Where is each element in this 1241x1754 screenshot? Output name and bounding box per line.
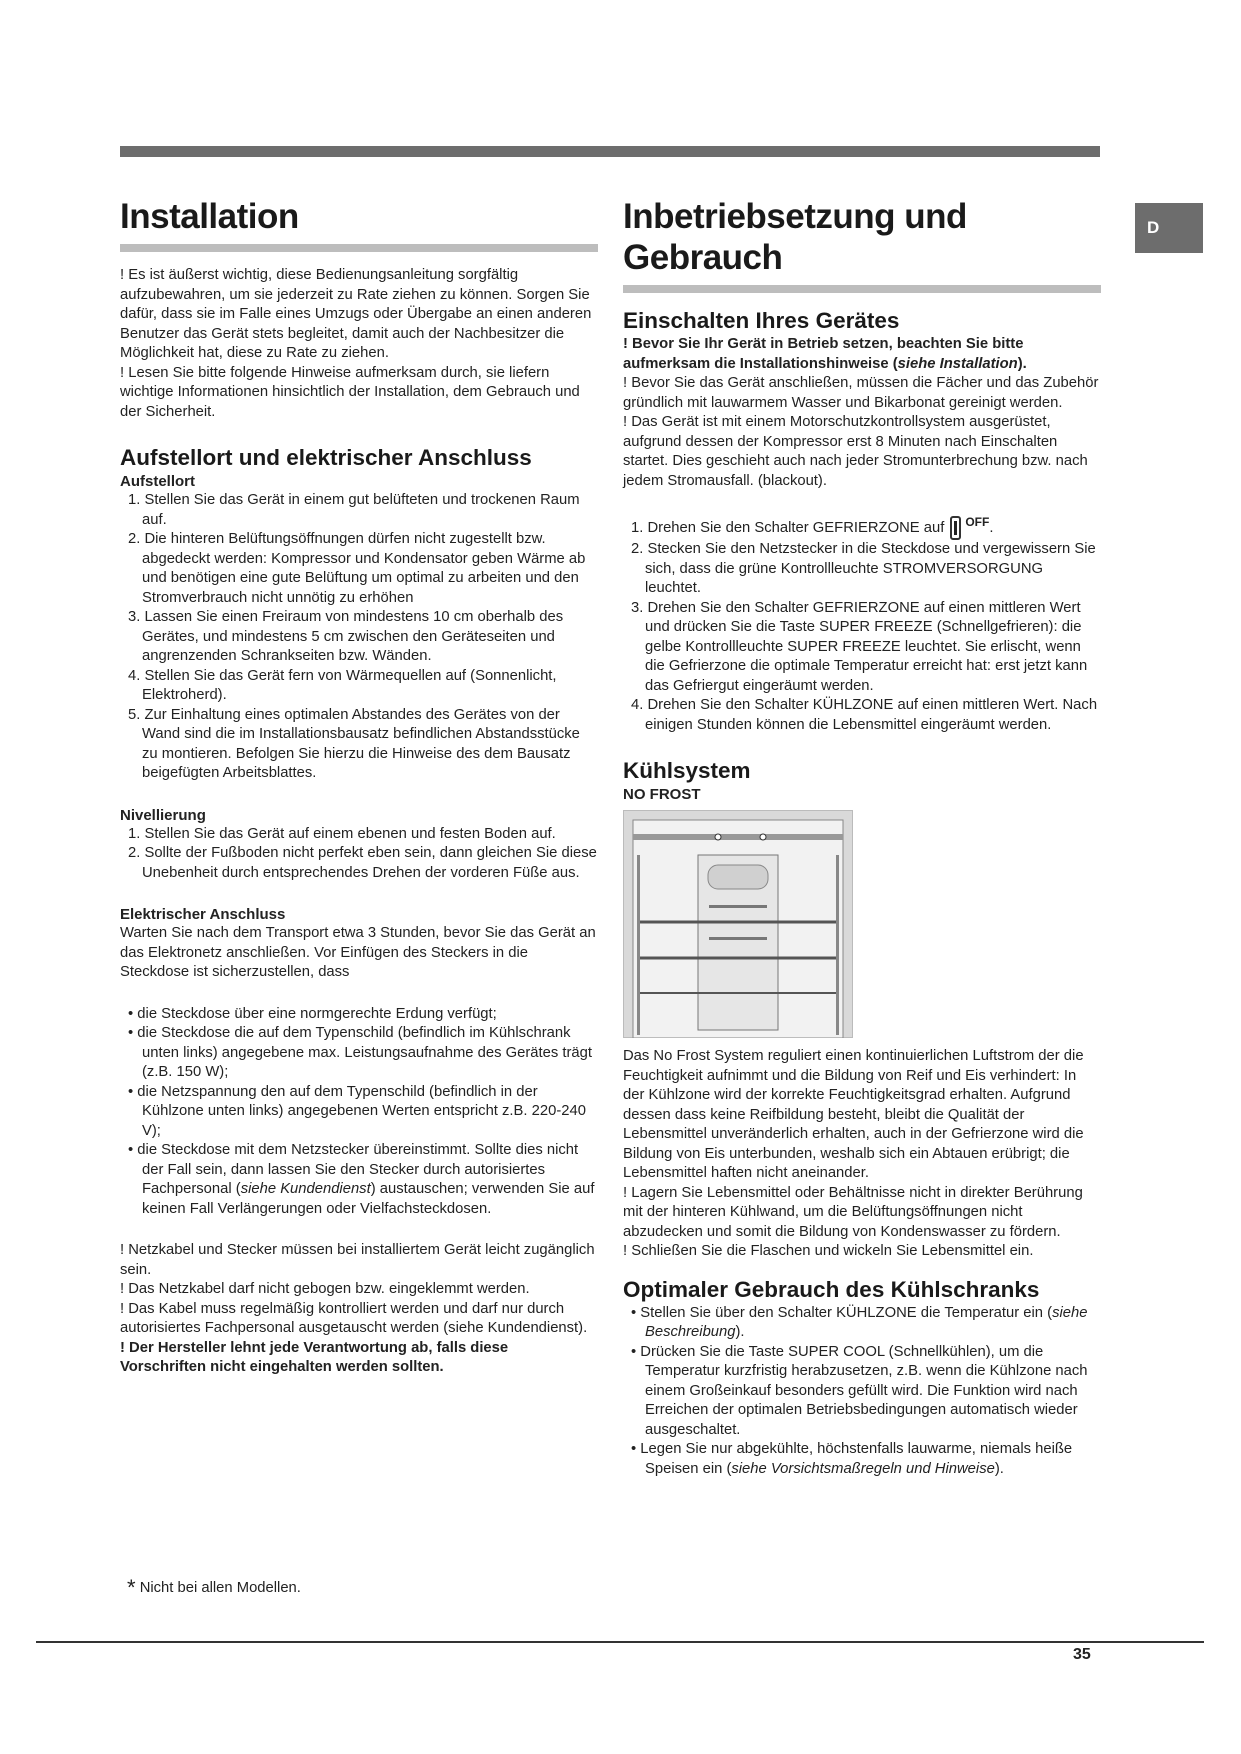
nofrost-warning-2: ! Schließen Sie die Flaschen und wickeln Sie Lebensmittel ein.: [623, 1243, 1034, 1260]
bullet-item: • die Netzspannung den auf dem Typenschild (befindlich in der Kühlzone unten links) angegebenen Werten entspricht z.B. 220-240 V);: [120, 1083, 598, 1142]
inbetriebsetzung-title-line1: Inbetriebsetzung und: [623, 197, 967, 236]
optimaler-gebrauch-bullets: [623, 1304, 1101, 1480]
aufstellort-subtitle: Aufstellort: [120, 473, 195, 490]
fridge-interior-illustration: [623, 810, 853, 1038]
aufstellort-section-title: Aufstellort und elektrischer Anschluss: [120, 445, 532, 470]
asterisk-icon: *: [127, 1575, 136, 1600]
nofrost-label: NO FROST: [623, 786, 701, 804]
list-item: 4. Stellen Sie das Gerät fern von Wärmequellen auf (Sonnenlicht, Elektroherd).: [128, 667, 557, 703]
list-item: 3. Lassen Sie einen Freiraum von mindestens 10 cm oberhalb des Gerätes, und mindestens 5 cm zwischen den Geräteseiten und angrenzenden Schrankseiten bzw. Wänden.: [128, 609, 564, 664]
bullet-item: • Stellen Sie über den Schalter KÜHLZONE die Temperatur ein (siehe Beschreibung).: [623, 1304, 1101, 1343]
bottom-rule: [36, 1641, 1204, 1643]
note-3: ! Das Kabel muss regelmäßig kontrolliert werden und darf nur durch autorisiertes Fachpersonal ausgetauscht werden (siehe Kundendienst).: [120, 1300, 588, 1336]
title-rule: [120, 244, 598, 252]
note-2: ! Das Netzkabel darf nicht gebogen bzw. eingeklemmt werden.: [120, 1281, 530, 1297]
nofrost-warning-1: ! Lagern Sie Lebensmittel oder Behältnisse nicht in direkter Berührung mit der hinteren Kühlwand, um die Belüftungsöffnungen nicht abzudecken und somit die Bildung von Kondenswasser zu fördern.: [623, 1184, 1083, 1240]
list-item: 1. Stellen Sie das Gerät in einem gut belüfteten und trockenen Raum auf.: [128, 492, 580, 528]
list-item: 4. Drehen Sie den Schalter KÜHLZONE auf einen mittleren Wert. Nach einigen Stunden können die Lebensmittel eingeräumt werden.: [631, 697, 1098, 733]
nofrost-paragraph: Das No Frost System reguliert einen kontinuierlichen Luftstrom der die Feuchtigkeit aufnimmt und die Bildung von Reif und Eis verhindert: In der Kühlzone wird der korrekte Feuchtigkeitsgrad erhalten. Aufgrund dessen dass keine Reifbildung besteht, bleibt die Qualität der Lebensmittel unveränderlich erhalten, auch in der Gefrierzone wird die Bildung von Eis unterbunden, weshalb sich ein Abtauen erübrigt; die Lebensmittel haften nicht aneinander.: [623, 1048, 1084, 1182]
top-rule: [120, 146, 1100, 157]
bullet-item: • die Steckdose mit dem Netzstecker übereinstimmt. Sollte dies nicht der Fall sein, dann lassen Sie den Stecker durch autorisiertes Fachpersonal (siehe Kundendienst) austauschen; verwenden Sie auf keinen Fall Verlängerungen oder Vielfachsteckdosen.: [120, 1141, 598, 1219]
intro-paragraph-2: ! Lesen Sie bitte folgende Hinweise aufmerksam durch, sie liefern wichtige Informationen hinsichtlich der Installation, dem Gebrauch und der Sicherheit.: [120, 364, 580, 420]
list-item: 3. Drehen Sie den Schalter GEFRIERZONE auf einen mittleren Wert und drücken Sie die Taste SUPER FREEZE (Schnellgefrieren): die gelbe Kontrollleuchte SUPER FREEZE leuchtet. Sie erlischt, wenn die Gefrierzone die optimale Temperatur erreicht hat: erst jetzt kann das Gefriergut eingeräumt werden.: [631, 599, 1088, 694]
title-rule: [623, 285, 1101, 293]
list-item: 2. Stecken Sie den Netzstecker in die Steckdose und vergewissern Sie sich, dass die grüne Kontrollleuchte STROMVERSORGUNG leuchtet.: [631, 541, 1096, 597]
switch-off-icon: [950, 516, 961, 540]
bullet-item: • Legen Sie nur abgekühlte, höchstenfalls lauwarme, niemals heiße Speisen ein (siehe Vorsichtsmaßregeln und Hinweise).: [623, 1440, 1101, 1479]
aufstellort-list: [120, 491, 598, 784]
off-label: OFF: [965, 515, 990, 529]
list-item: 5. Zur Einhaltung eines optimalen Abstandes des Gerätes von der Wand sind die im Installationsbausatz befindlichen Abstandsstücke zu montieren. Befolgen Sie hierzu die Hinweise des dem Bausatz beigefügten Arbeitsblattes.: [128, 706, 580, 781]
elektrisch-bullets: [120, 1005, 598, 1220]
bullet-item: • die Steckdose die auf dem Typenschild (befindlich im Kühlschrank unten links) angegebene max. Leistungsaufnahme des Gerätes trägt (z.B. 150 W);: [120, 1024, 598, 1083]
language-tab: D: [1135, 203, 1203, 253]
list-item: 2. Die hinteren Belüftungsöffnungen dürfen nicht zugestellt bzw. abgedeckt werden: Kompressor und Kondensator geben Wärme ab und benötigen eine gute Belüftung um optimal zu arbeiten und den Stromverbrauch nicht unnötig zu erhöhen: [128, 531, 586, 606]
right-column: [623, 196, 1101, 1479]
nivellierung-subtitle: Nivellierung: [120, 806, 206, 824]
note-1: ! Netzkabel und Stecker müssen bei installiertem Gerät leicht zugänglich sein.: [120, 1242, 595, 1278]
optimaler-gebrauch-title: Optimaler Gebrauch des Kühlschranks: [623, 1276, 1040, 1302]
installation-title: Installation: [120, 197, 299, 236]
elektrisch-subtitle: Elektrischer Anschluss: [120, 906, 286, 923]
warning-3: ! Das Gerät ist mit einem Motorschutzkontrollsystem ausgerüstet, aufgrund dessen der Kompressor erst 8 Minuten nach Einschalten startet. Dies geschieht auch nach jeder Stromunterbrechung bzw. nach jedem Stromausfall. (blackout).: [623, 414, 1088, 489]
kuehlsystem-section-title: Kühlsystem: [623, 758, 751, 784]
page-number: 35: [1073, 1646, 1091, 1663]
nivellierung-list: [120, 825, 598, 884]
intro-paragraph-1: ! Es ist äußerst wichtig, diese Bedienungsanleitung sorgfältig aufzubewahren, um sie jederzeit zu Rate ziehen zu können. Sorgen Sie dafür, dass sie im Falle eines Umzugs oder Übergabe an einen anderen Benutzer das Gerät stets begleitet, damit auch der Nachbesitzer die Möglichkeit hat, diese zu Rate zu ziehen.: [120, 267, 592, 361]
einschalten-section-title: Einschalten Ihres Gerätes: [623, 308, 900, 333]
list-item: 1. Drehen Sie den Schalter GEFRIERZONE auf $^{OFF}$.: [623, 513, 1101, 540]
warning-bold: ! Bevor Sie Ihr Gerät in Betrieb setzen, beachten Sie bitte aufmerksam die Installationshinweise (siehe Installation).: [623, 336, 1027, 372]
einschalten-steps: [623, 513, 1101, 735]
note-4: ! Der Hersteller lehnt jede Verantwortung ab, falls diese Vorschriften nicht eingehalten werden sollten.: [120, 1339, 509, 1375]
left-column: [120, 196, 598, 1378]
list-item: 1. Stellen Sie das Gerät auf einem ebenen und festen Boden auf.: [128, 825, 556, 842]
inbetriebsetzung-title-line2: Gebrauch: [623, 238, 783, 277]
footnote: * Nicht bei allen Modellen.: [127, 1575, 301, 1600]
elektrisch-paragraph: Warten Sie nach dem Transport etwa 3 Stunden, bevor Sie das Gerät an das Elektronetz anschließen. Vor Einfügen des Steckers in die Steckdose ist sicherzustellen, dass: [120, 925, 596, 980]
list-item: 2. Sollte der Fußboden nicht perfekt eben sein, dann gleichen Sie diese Unebenheit durch entsprechendes Drehen der vorderen Füße aus.: [128, 845, 597, 881]
bullet-item: • die Steckdose über eine normgerechte Erdung verfügt;: [120, 1005, 598, 1025]
warning-2: ! Bevor Sie das Gerät anschließen, müssen die Fächer und das Zubehör gründlich mit lauwarmem Wasser und Bikarbonat gereinigt werden.: [623, 375, 1099, 411]
bullet-item: • Drücken Sie die Taste SUPER COOL (Schnellkühlen), um die Temperatur kurzfristig herabzusetzen, z.B. wenn die Kühlzone nach einem Großeinkauf besonders gefüllt wird. Die Funktion wird nach Erreichen der optimalen Betriebsbedingungen automatisch wieder ausgeschaltet.: [623, 1343, 1101, 1441]
